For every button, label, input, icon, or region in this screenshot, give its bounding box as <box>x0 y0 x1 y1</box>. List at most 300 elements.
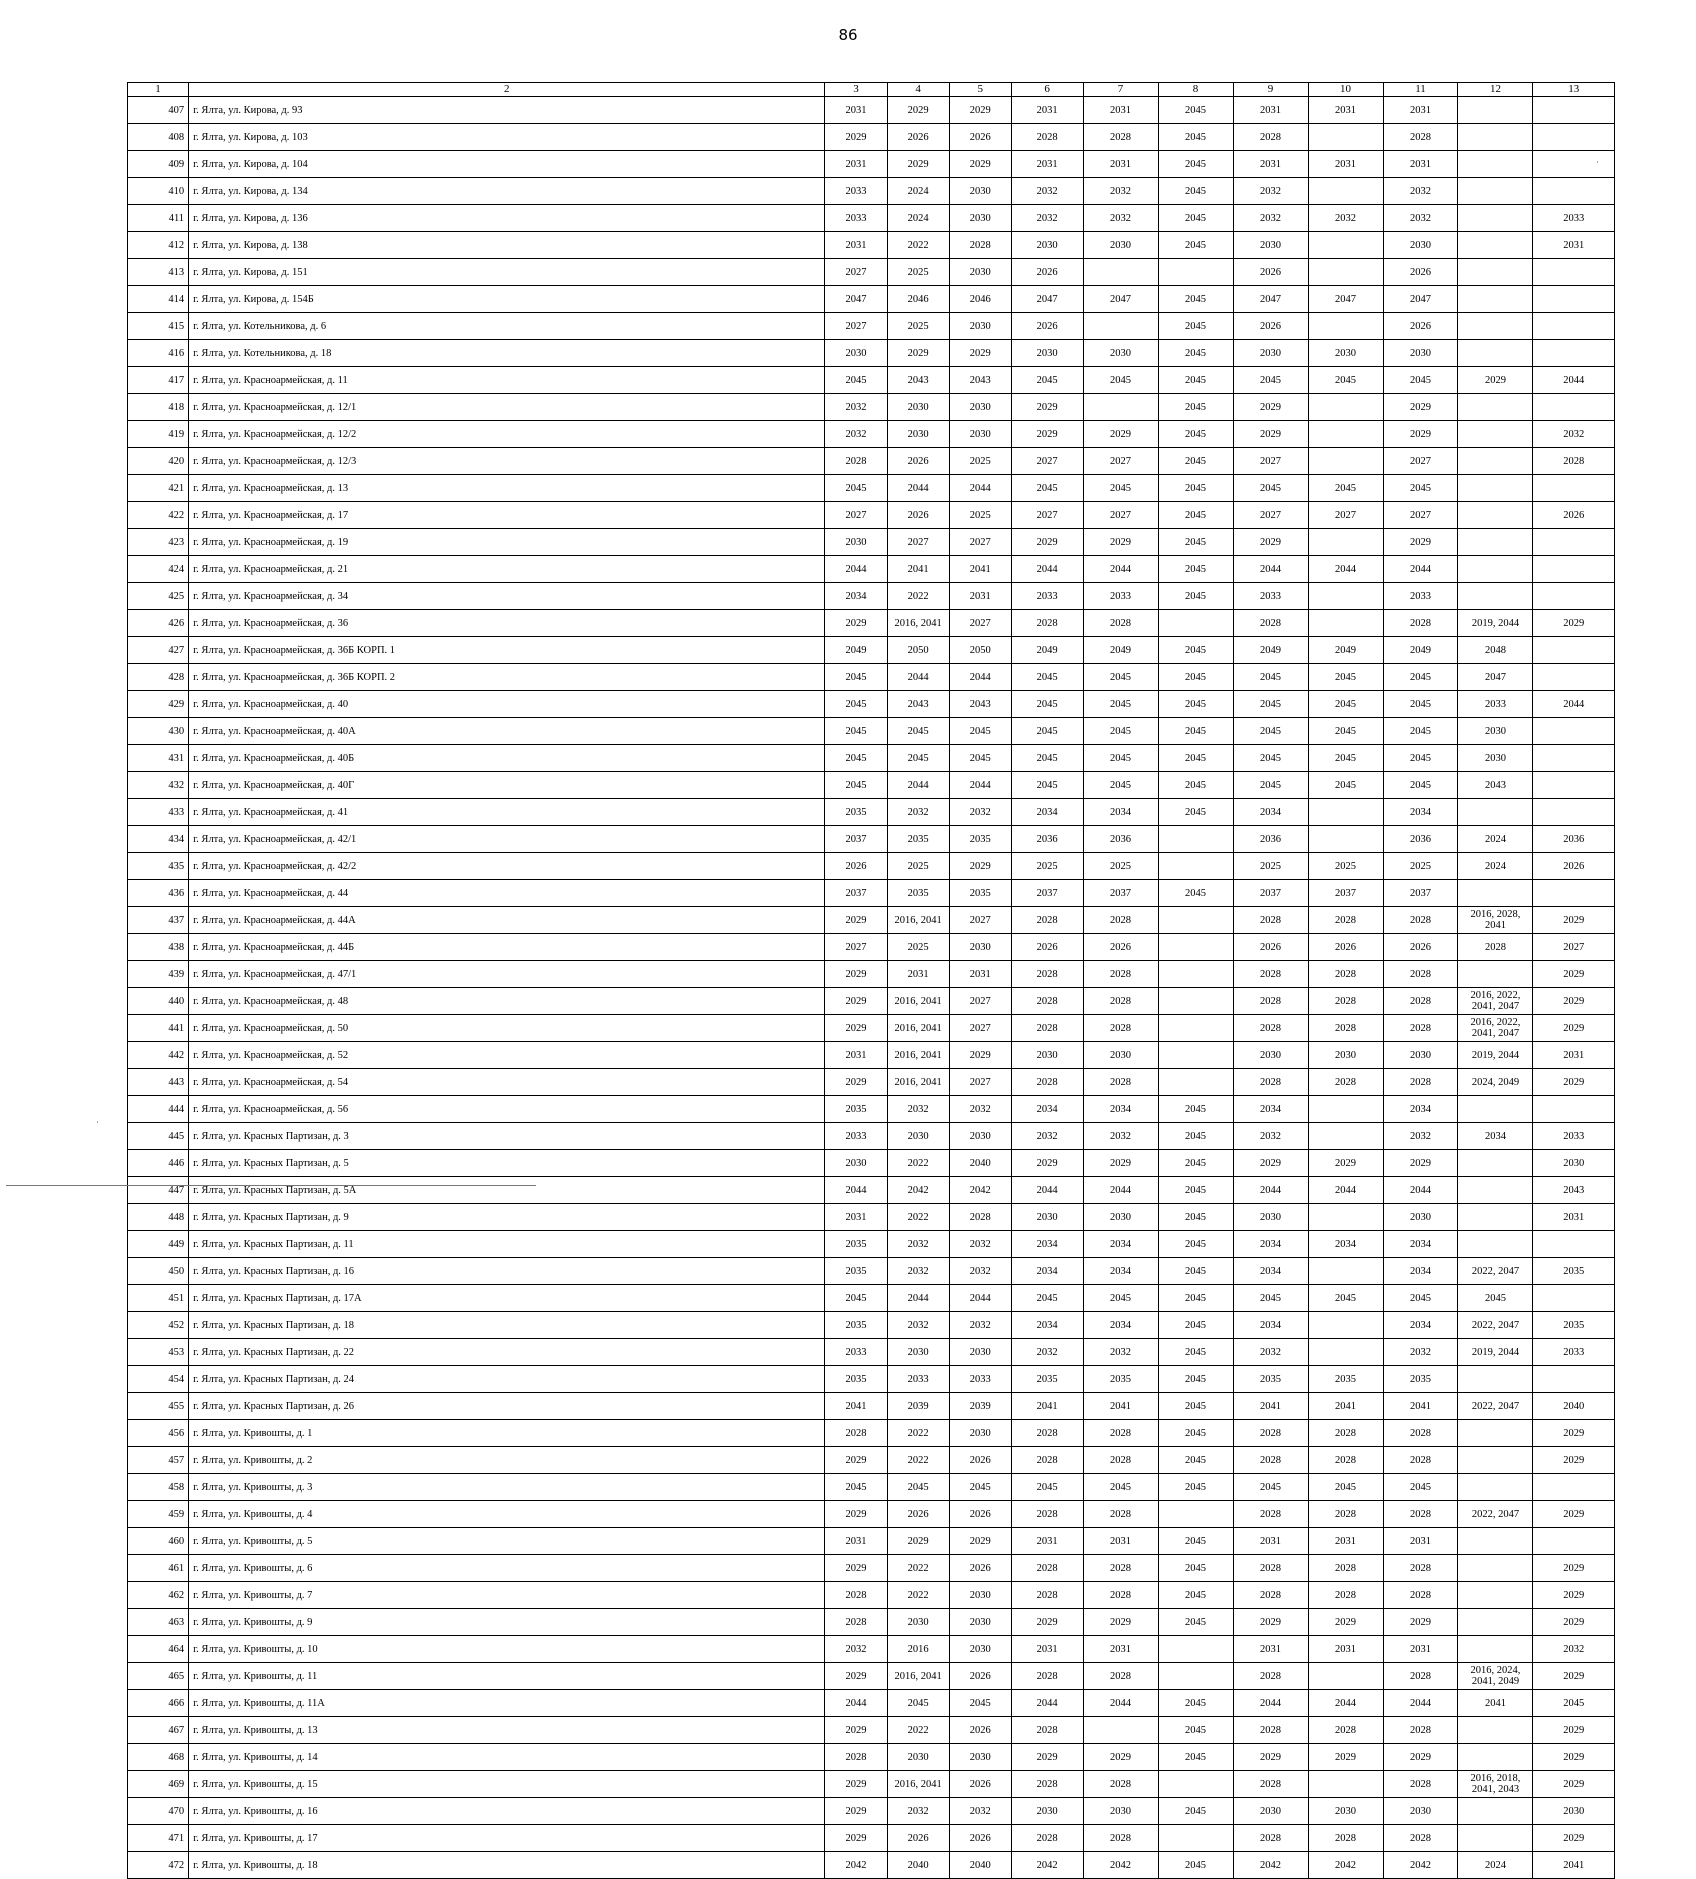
year-cell: 2027 <box>1533 934 1615 961</box>
year-cell: 2031 <box>1233 1528 1308 1555</box>
year-cell: 2029 <box>1383 1150 1458 1177</box>
year-cell: 2045 <box>1158 718 1233 745</box>
year-cell: 2030 <box>1011 232 1083 259</box>
address-cell: г. Ялта, ул. Красноармейская, д. 19 <box>189 529 825 556</box>
year-cell <box>1533 286 1615 313</box>
table-row <box>128 880 1615 907</box>
year-cell: 2031 <box>1533 1042 1615 1069</box>
year-cell: 2026 <box>949 1447 1011 1474</box>
table-row <box>128 853 1615 880</box>
year-cell <box>1158 1771 1233 1798</box>
year-cell: 2030 <box>1383 232 1458 259</box>
year-cell: 2028 <box>1383 124 1458 151</box>
year-cell: 2050 <box>949 637 1011 664</box>
year-cell: 2030 <box>949 421 1011 448</box>
year-cell: 2044 <box>1233 1690 1308 1717</box>
year-cell: 2031 <box>1308 1636 1383 1663</box>
year-cell: 2036 <box>1233 826 1308 853</box>
address-cell: г. Ялта, ул. Красноармейская, д. 40Б <box>189 745 825 772</box>
year-cell: 2031 <box>949 583 1011 610</box>
year-cell: 2030 <box>887 1744 949 1771</box>
year-cell: 2028 <box>825 1582 887 1609</box>
year-cell: 2024 <box>1458 1852 1533 1879</box>
table-row <box>128 340 1615 367</box>
table-row <box>128 1852 1615 1879</box>
year-cell: 2029 <box>1533 1717 1615 1744</box>
table-header-row <box>128 83 1615 97</box>
year-cell: 2027 <box>825 259 887 286</box>
table-row <box>128 1798 1615 1825</box>
year-cell <box>1458 97 1533 124</box>
year-cell <box>1458 259 1533 286</box>
year-cell: 2049 <box>1383 637 1458 664</box>
table-row <box>128 1582 1615 1609</box>
year-cell: 2026 <box>949 1555 1011 1582</box>
year-cell: 2045 <box>1308 475 1383 502</box>
year-cell: 2045 <box>1158 637 1233 664</box>
year-cell: 2045 <box>1083 1474 1158 1501</box>
year-cell: 2028 <box>1011 1501 1083 1528</box>
year-cell: 2028 <box>1383 988 1458 1015</box>
year-cell: 2045 <box>887 718 949 745</box>
year-cell: 2045 <box>1383 1285 1458 1312</box>
year-cell: 2032 <box>949 1096 1011 1123</box>
column-header: 2 <box>189 83 825 97</box>
address-cell: г. Ялта, ул. Кривошты, д. 6 <box>189 1555 825 1582</box>
year-cell: 2044 <box>1383 1177 1458 1204</box>
year-cell: 2029 <box>1383 394 1458 421</box>
year-cell: 2025 <box>1083 853 1158 880</box>
year-cell: 2034 <box>1383 1312 1458 1339</box>
year-cell: 2029 <box>1533 1663 1615 1690</box>
year-cell: 2045 <box>1158 367 1233 394</box>
year-cell <box>1533 718 1615 745</box>
year-cell: 2040 <box>1533 1393 1615 1420</box>
year-cell: 2028 <box>1083 610 1158 637</box>
address-cell: г. Ялта, ул. Красноармейская, д. 12/2 <box>189 421 825 448</box>
table-row <box>128 394 1615 421</box>
year-cell: 2031 <box>887 961 949 988</box>
schedule-table-container <box>127 82 1615 1879</box>
year-cell: 2029 <box>949 340 1011 367</box>
year-cell: 2044 <box>1308 1177 1383 1204</box>
year-cell: 2045 <box>1383 772 1458 799</box>
year-cell: 2044 <box>1308 1690 1383 1717</box>
year-cell: 2045 <box>949 718 1011 745</box>
year-cell: 2028 <box>1233 1015 1308 1042</box>
year-cell: 2035 <box>825 1258 887 1285</box>
row-number-cell: 430 <box>128 718 189 745</box>
year-cell <box>1158 1015 1233 1042</box>
year-cell: 2030 <box>1308 1798 1383 1825</box>
year-cell <box>1533 1096 1615 1123</box>
year-cell: 2035 <box>1533 1258 1615 1285</box>
year-cell: 2033 <box>887 1366 949 1393</box>
year-cell: 2030 <box>949 934 1011 961</box>
year-cell: 2029 <box>1533 610 1615 637</box>
table-row <box>128 961 1615 988</box>
year-cell: 2033 <box>1458 691 1533 718</box>
row-number-cell: 421 <box>128 475 189 502</box>
year-cell: 2025 <box>887 259 949 286</box>
table-row <box>128 799 1615 826</box>
year-cell: 2024 <box>887 178 949 205</box>
year-cell: 2026 <box>1533 853 1615 880</box>
year-cell: 2019, 2044 <box>1458 1042 1533 1069</box>
year-cell: 2030 <box>1458 718 1533 745</box>
year-cell: 2028 <box>1308 988 1383 1015</box>
year-cell: 2030 <box>825 1150 887 1177</box>
year-cell: 2019, 2044 <box>1458 1339 1533 1366</box>
table-row <box>128 1744 1615 1771</box>
year-cell: 2029 <box>1533 1420 1615 1447</box>
year-cell: 2041 <box>1383 1393 1458 1420</box>
year-cell: 2026 <box>887 1501 949 1528</box>
year-cell: 2026 <box>949 1771 1011 1798</box>
year-cell: 2027 <box>1233 502 1308 529</box>
year-cell: 2037 <box>1083 880 1158 907</box>
year-cell: 2033 <box>1233 583 1308 610</box>
year-cell: 2045 <box>825 367 887 394</box>
table-row <box>128 475 1615 502</box>
table-row <box>128 718 1615 745</box>
year-cell: 2016, 2041 <box>887 1042 949 1069</box>
table-row <box>128 1717 1615 1744</box>
year-cell: 2034 <box>1233 1096 1308 1123</box>
year-cell: 2031 <box>1383 97 1458 124</box>
year-cell: 2045 <box>1158 475 1233 502</box>
year-cell: 2034 <box>1308 1231 1383 1258</box>
row-number-cell: 418 <box>128 394 189 421</box>
address-cell: г. Ялта, ул. Красноармейская, д. 40 <box>189 691 825 718</box>
year-cell <box>1158 988 1233 1015</box>
row-number-cell: 440 <box>128 988 189 1015</box>
year-cell: 2045 <box>1158 205 1233 232</box>
year-cell: 2025 <box>949 448 1011 475</box>
year-cell: 2022 <box>887 232 949 259</box>
year-cell <box>1533 799 1615 826</box>
year-cell: 2045 <box>1011 772 1083 799</box>
year-cell: 2042 <box>949 1177 1011 1204</box>
year-cell: 2034 <box>1011 1312 1083 1339</box>
year-cell: 2042 <box>1383 1852 1458 1879</box>
year-cell: 2026 <box>1011 313 1083 340</box>
year-cell <box>1458 583 1533 610</box>
year-cell: 2036 <box>1011 826 1083 853</box>
year-cell: 2030 <box>1383 1042 1458 1069</box>
year-cell: 2027 <box>825 313 887 340</box>
year-cell <box>1533 124 1615 151</box>
year-cell: 2030 <box>887 394 949 421</box>
year-cell: 2045 <box>1158 1096 1233 1123</box>
year-cell <box>1158 826 1233 853</box>
year-cell: 2044 <box>1083 1177 1158 1204</box>
year-cell <box>1308 1096 1383 1123</box>
year-cell: 2028 <box>1383 1015 1458 1042</box>
year-cell <box>1158 259 1233 286</box>
year-cell: 2029 <box>1233 1150 1308 1177</box>
year-cell: 2045 <box>1158 583 1233 610</box>
row-number-cell: 446 <box>128 1150 189 1177</box>
year-cell <box>1308 583 1383 610</box>
year-cell: 2029 <box>825 1447 887 1474</box>
year-cell: 2028 <box>1011 1717 1083 1744</box>
year-cell <box>1458 529 1533 556</box>
year-cell: 2022 <box>887 1204 949 1231</box>
year-cell: 2045 <box>1011 367 1083 394</box>
table-row <box>128 1096 1615 1123</box>
year-cell: 2044 <box>1083 556 1158 583</box>
year-cell: 2028 <box>1308 1501 1383 1528</box>
year-cell: 2030 <box>1083 1798 1158 1825</box>
year-cell: 2031 <box>1533 1204 1615 1231</box>
year-cell: 2030 <box>1383 340 1458 367</box>
year-cell: 2029 <box>1533 1609 1615 1636</box>
year-cell: 2028 <box>1308 1447 1383 1474</box>
table-row <box>128 1258 1615 1285</box>
table-row <box>128 421 1615 448</box>
address-cell: г. Ялта, ул. Кривошты, д. 11 <box>189 1663 825 1690</box>
year-cell: 2047 <box>1083 286 1158 313</box>
year-cell: 2045 <box>1083 718 1158 745</box>
year-cell: 2035 <box>1533 1312 1615 1339</box>
year-cell: 2045 <box>1158 286 1233 313</box>
year-cell: 2027 <box>1233 448 1308 475</box>
year-cell: 2022 <box>887 1447 949 1474</box>
year-cell: 2035 <box>825 799 887 826</box>
year-cell: 2033 <box>825 205 887 232</box>
year-cell: 2031 <box>825 1204 887 1231</box>
year-cell: 2029 <box>1533 1744 1615 1771</box>
year-cell: 2045 <box>1308 367 1383 394</box>
year-cell: 2028 <box>1011 988 1083 1015</box>
address-cell: г. Ялта, ул. Красноармейская, д. 42/2 <box>189 853 825 880</box>
year-cell: 2047 <box>1308 286 1383 313</box>
address-cell: г. Ялта, ул. Кривошты, д. 13 <box>189 1717 825 1744</box>
column-header: 9 <box>1233 83 1308 97</box>
year-cell: 2031 <box>949 961 1011 988</box>
year-cell: 2022 <box>887 1717 949 1744</box>
year-cell: 2028 <box>1308 1555 1383 1582</box>
year-cell: 2045 <box>1458 1285 1533 1312</box>
year-cell: 2045 <box>825 664 887 691</box>
year-cell <box>1533 1231 1615 1258</box>
year-cell: 2027 <box>949 529 1011 556</box>
year-cell: 2037 <box>825 826 887 853</box>
address-cell: г. Ялта, ул. Красноармейская, д. 13 <box>189 475 825 502</box>
year-cell: 2045 <box>1158 502 1233 529</box>
year-cell: 2031 <box>1083 151 1158 178</box>
year-cell: 2028 <box>1458 934 1533 961</box>
column-header: 8 <box>1158 83 1233 97</box>
year-cell: 2045 <box>1383 745 1458 772</box>
year-cell: 2026 <box>1533 502 1615 529</box>
year-cell: 2035 <box>825 1312 887 1339</box>
year-cell <box>1458 1231 1533 1258</box>
year-cell: 2028 <box>1011 1825 1083 1852</box>
year-cell: 2028 <box>1011 1447 1083 1474</box>
year-cell: 2030 <box>949 259 1011 286</box>
address-cell: г. Ялта, ул. Красноармейская, д. 36Б КОРП. 1 <box>189 637 825 664</box>
year-cell: 2045 <box>1158 313 1233 340</box>
row-number-cell: 448 <box>128 1204 189 1231</box>
year-cell: 2025 <box>1233 853 1308 880</box>
table-row <box>128 1204 1615 1231</box>
year-cell: 2044 <box>1083 1690 1158 1717</box>
year-cell: 2029 <box>825 1501 887 1528</box>
year-cell <box>1458 313 1533 340</box>
address-cell: г. Ялта, ул. Кирова, д. 93 <box>189 97 825 124</box>
year-cell: 2032 <box>887 1096 949 1123</box>
table-row <box>128 1609 1615 1636</box>
table-row <box>128 259 1615 286</box>
year-cell <box>1308 1258 1383 1285</box>
year-cell: 2030 <box>949 1123 1011 1150</box>
year-cell: 2030 <box>1011 340 1083 367</box>
year-cell: 2045 <box>825 718 887 745</box>
year-cell <box>1533 664 1615 691</box>
table-row <box>128 1420 1615 1447</box>
year-cell: 2027 <box>887 529 949 556</box>
year-cell: 2030 <box>1011 1204 1083 1231</box>
year-cell <box>1458 1555 1533 1582</box>
year-cell <box>1533 151 1615 178</box>
year-cell: 2027 <box>949 1069 1011 1096</box>
year-cell <box>1308 313 1383 340</box>
year-cell <box>1458 1447 1533 1474</box>
row-number-cell: 443 <box>128 1069 189 1096</box>
year-cell: 2030 <box>1533 1798 1615 1825</box>
address-cell: г. Ялта, ул. Красных Партизан, д. 17А <box>189 1285 825 1312</box>
year-cell: 2028 <box>1383 1825 1458 1852</box>
year-cell: 2043 <box>887 367 949 394</box>
table-row <box>128 1447 1615 1474</box>
year-cell: 2045 <box>1308 772 1383 799</box>
address-cell: г. Ялта, ул. Красных Партизан, д. 24 <box>189 1366 825 1393</box>
year-cell: 2043 <box>949 367 1011 394</box>
year-cell: 2045 <box>1533 1690 1615 1717</box>
year-cell: 2028 <box>1011 610 1083 637</box>
year-cell: 2045 <box>1383 1474 1458 1501</box>
table-row <box>128 664 1615 691</box>
year-cell: 2032 <box>949 1312 1011 1339</box>
year-cell: 2016, 2022, 2041, 2047 <box>1458 1015 1533 1042</box>
year-cell <box>1308 1663 1383 1690</box>
year-cell <box>1158 1501 1233 1528</box>
year-cell: 2028 <box>1308 1825 1383 1852</box>
year-cell: 2045 <box>1233 745 1308 772</box>
year-cell: 2032 <box>1233 1339 1308 1366</box>
year-cell: 2044 <box>1308 556 1383 583</box>
year-cell: 2029 <box>1533 1015 1615 1042</box>
schedule-table <box>127 82 1615 1879</box>
year-cell <box>1533 1366 1615 1393</box>
year-cell: 2029 <box>949 853 1011 880</box>
year-cell: 2028 <box>1233 1447 1308 1474</box>
table-row <box>128 1231 1615 1258</box>
year-cell <box>1308 529 1383 556</box>
year-cell: 2045 <box>1011 1285 1083 1312</box>
year-cell: 2041 <box>949 556 1011 583</box>
row-number-cell: 469 <box>128 1771 189 1798</box>
year-cell: 2046 <box>887 286 949 313</box>
year-cell: 2026 <box>949 1663 1011 1690</box>
year-cell: 2030 <box>949 205 1011 232</box>
address-cell: г. Ялта, ул. Кирова, д. 136 <box>189 205 825 232</box>
year-cell: 2032 <box>949 1231 1011 1258</box>
year-cell: 2022 <box>887 583 949 610</box>
year-cell <box>1308 448 1383 475</box>
year-cell: 2045 <box>949 1690 1011 1717</box>
year-cell: 2029 <box>825 1771 887 1798</box>
year-cell <box>1083 313 1158 340</box>
year-cell: 2033 <box>825 1339 887 1366</box>
year-cell: 2024 <box>887 205 949 232</box>
year-cell: 2029 <box>949 1528 1011 1555</box>
year-cell: 2032 <box>949 1258 1011 1285</box>
year-cell: 2028 <box>1083 1447 1158 1474</box>
row-number-cell: 435 <box>128 853 189 880</box>
year-cell <box>1533 340 1615 367</box>
row-number-cell: 436 <box>128 880 189 907</box>
year-cell: 2029 <box>1383 421 1458 448</box>
year-cell: 2027 <box>1383 502 1458 529</box>
year-cell: 2028 <box>1383 1555 1458 1582</box>
year-cell: 2032 <box>949 1798 1011 1825</box>
row-number-cell: 411 <box>128 205 189 232</box>
year-cell: 2049 <box>1233 637 1308 664</box>
year-cell: 2035 <box>887 826 949 853</box>
row-number-cell: 465 <box>128 1663 189 1690</box>
year-cell: 2028 <box>1233 1771 1308 1798</box>
year-cell: 2030 <box>1083 340 1158 367</box>
year-cell: 2045 <box>825 745 887 772</box>
year-cell: 2026 <box>949 1501 1011 1528</box>
table-row <box>128 1501 1615 1528</box>
row-number-cell: 461 <box>128 1555 189 1582</box>
year-cell: 2028 <box>1233 124 1308 151</box>
address-cell: г. Ялта, ул. Красноармейская, д. 12/1 <box>189 394 825 421</box>
row-number-cell: 467 <box>128 1717 189 1744</box>
year-cell: 2045 <box>1233 475 1308 502</box>
year-cell: 2045 <box>1233 718 1308 745</box>
address-cell: г. Ялта, ул. Красных Партизан, д. 11 <box>189 1231 825 1258</box>
year-cell: 2045 <box>1158 1231 1233 1258</box>
year-cell: 2029 <box>1308 1609 1383 1636</box>
year-cell: 2043 <box>1533 1177 1615 1204</box>
address-cell: г. Ялта, ул. Кривошты, д. 16 <box>189 1798 825 1825</box>
year-cell: 2045 <box>1308 691 1383 718</box>
address-cell: г. Ялта, ул. Кривошты, д. 15 <box>189 1771 825 1798</box>
row-number-cell: 449 <box>128 1231 189 1258</box>
address-cell: г. Ялта, ул. Красноармейская, д. 56 <box>189 1096 825 1123</box>
year-cell: 2029 <box>825 1825 887 1852</box>
year-cell: 2031 <box>1011 151 1083 178</box>
year-cell: 2037 <box>1308 880 1383 907</box>
year-cell: 2034 <box>1083 1258 1158 1285</box>
year-cell <box>1458 502 1533 529</box>
year-cell: 2047 <box>1458 664 1533 691</box>
year-cell <box>1308 394 1383 421</box>
year-cell: 2034 <box>1383 799 1458 826</box>
year-cell: 2032 <box>1011 1339 1083 1366</box>
year-cell: 2035 <box>1233 1366 1308 1393</box>
row-number-cell: 442 <box>128 1042 189 1069</box>
year-cell: 2041 <box>1233 1393 1308 1420</box>
year-cell: 2031 <box>1083 97 1158 124</box>
year-cell: 2044 <box>887 475 949 502</box>
year-cell: 2028 <box>1083 124 1158 151</box>
